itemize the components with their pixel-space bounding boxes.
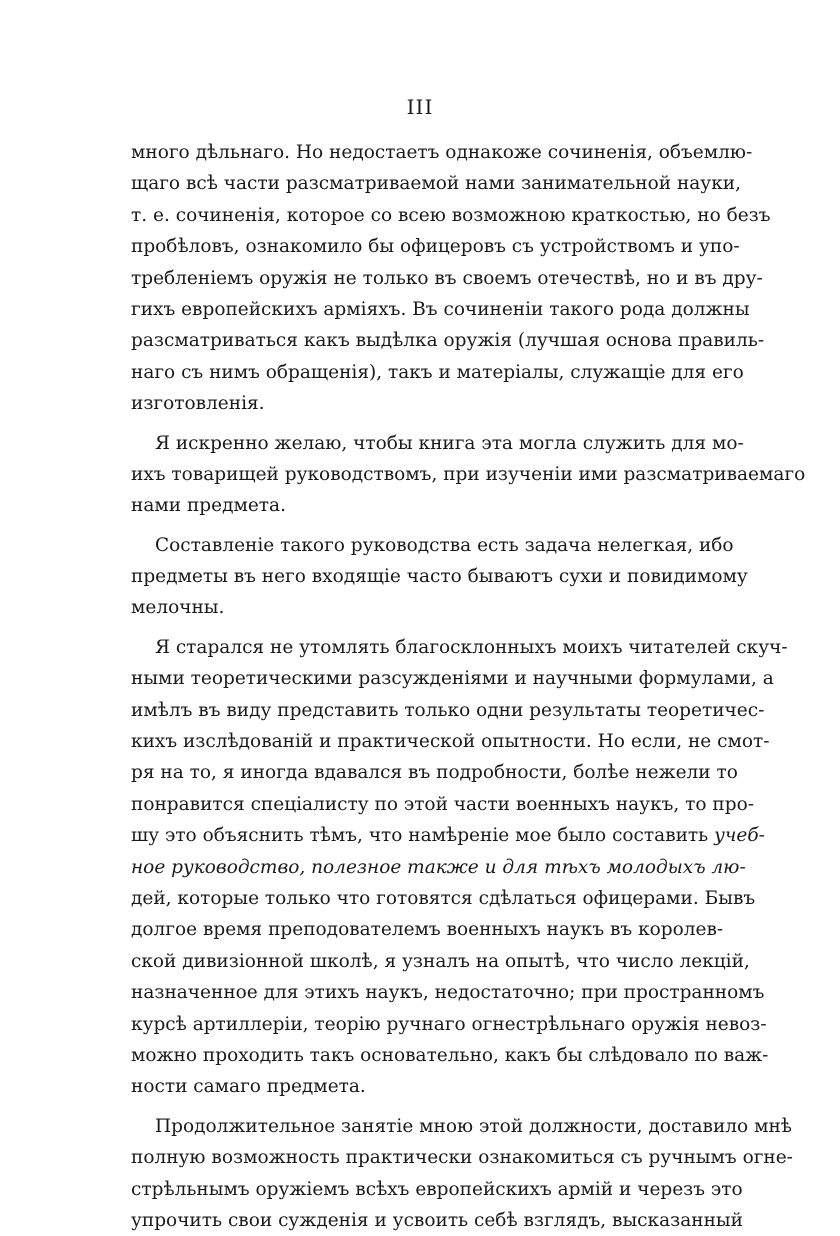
text-line: имѣлъ въ виду представить только одни результаты теоретичес-: [131, 699, 765, 721]
italic-span: ное: [131, 856, 166, 878]
text-line: т. е. сочиненія, которое со всею возможною краткостью, но безъ: [131, 204, 771, 226]
text-line: предметы въ него входящіе часто бываютъ сухи и повидимому: [131, 566, 748, 588]
text-line: пробѣловъ, ознакомило бы офицеровъ съ устройствомъ и упо-: [131, 236, 740, 258]
text-line: наго съ нимъ обращенія), такъ и матеріалы, служащіе для его: [131, 361, 744, 383]
text-line: гихъ европейскихъ арміяхъ. Въ сочиненіи такого рода должны: [131, 298, 750, 320]
text-line: Составленіе такого руководства есть задача нелегкая, ибо: [155, 534, 734, 556]
text-line: требленіемъ оружія не только въ своемъ отечествѣ, но и въ дру-: [131, 267, 763, 289]
text-line: ской дивизіонной школѣ, я узналъ на опытѣ, что число лекцій,: [131, 950, 750, 972]
text-line: Я старался не утомлять благосклонныхъ моихъ читателей скуч-: [155, 636, 788, 658]
page-number: III: [406, 95, 434, 119]
text-line: курсѣ артиллеріи, теорію ручнаго огнестрѣльнаго оружія невоз-: [131, 1013, 767, 1035]
paragraph-3: [131, 530, 748, 624]
text-line: ихъ товарищей руководствомъ, при изученіи ими разсматриваемаго: [131, 463, 806, 485]
text-line: понравится спеціалисту по этой части военныхъ наукъ, то про-: [131, 793, 754, 815]
text-line: разсматриваться какъ выдѣлка оружія (лучшая основа правиль-: [131, 330, 765, 352]
text-line: долгое время преподователемъ военныхъ наукъ въ королев-: [131, 919, 724, 941]
text-line: много дѣльнаго. Но недостаетъ однакоже сочиненія, объемлю-: [131, 142, 753, 163]
text-line: полную возможность практически ознакомиться съ ручнымъ огне-: [131, 1147, 793, 1169]
text-line-with-italic: [131, 820, 765, 851]
text-line: можно проходить такъ основательно, какъ бы слѣдовало по важ-: [131, 1044, 769, 1066]
text-line-with-italic: [131, 852, 746, 883]
text-span: шу это объяснить тѣмъ, что намѣреніе мое было составить: [131, 825, 709, 847]
text-line: дей, которые только что готовятся сдѣлаться офицерами. Бывъ: [131, 887, 756, 909]
text-line: нами предмета.: [131, 495, 286, 517]
body-text: [131, 137, 806, 1236]
text-line: упрочить свои сужденія и усвоить себѣ взглядъ, высказанный: [131, 1209, 743, 1231]
text-line: мелочны.: [131, 597, 225, 619]
text-line: Продолжительное занятіе мною этой должности, доставило мнѣ: [155, 1115, 792, 1137]
text-span: руководство, полезное также и для тѣхъ молодыхъ лю-: [171, 856, 746, 878]
text-line: стрѣльнымъ оружіемъ всѣхъ европейскихъ армій и черезъ это: [131, 1178, 743, 1200]
paragraph-4: [131, 632, 788, 1103]
text-line: назначенное для этихъ наукъ, недостаточно; при пространномъ: [131, 982, 765, 1004]
text-line: кихъ изслѣдованій и практической опытности. Но если, не смот-: [131, 731, 770, 753]
paragraph-5: [131, 1111, 793, 1236]
paragraph-1: [131, 137, 771, 420]
text-line: изготовленія.: [131, 393, 265, 415]
text-line: ря на то, я иногда вдавался въ подробности, болѣе нежели то: [131, 762, 738, 784]
text-line: ными теоретическими разсужденіями и научными формулами, а: [131, 668, 774, 690]
paragraph-2: [131, 428, 806, 522]
text-line: Я искренно желаю, чтобы книга эта могла служить для мо-: [155, 432, 744, 454]
italic-span: учеб-: [714, 825, 765, 847]
text-line: щаго всѣ части разсматриваемой нами занимательной науки,: [131, 173, 741, 195]
text-line: ности самаго предмета.: [131, 1076, 366, 1098]
